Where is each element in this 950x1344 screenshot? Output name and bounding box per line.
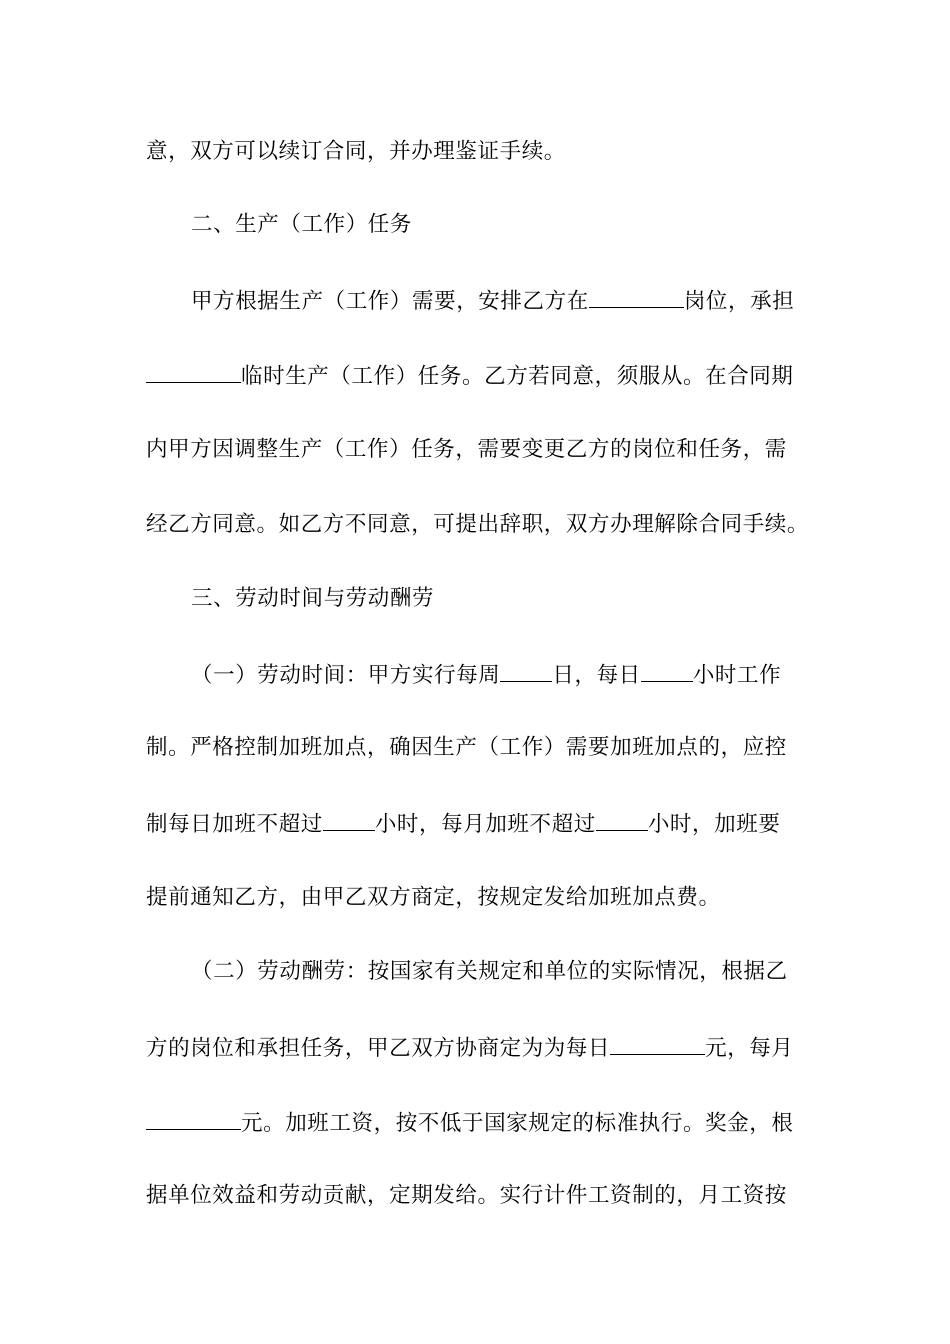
line-9-text: 制。严格控制加班加点，确因生产（工作）需要加班加点的，应控 [146, 735, 787, 760]
line-15-text: 据单位效益和劳动贡献，定期发给。实行计件工资制的，月工资按 [146, 1183, 787, 1208]
text-line-10 [146, 808, 816, 838]
text-line-9 [146, 733, 816, 763]
text-line-12 [191, 957, 861, 987]
blank-field-days-per-week [500, 659, 552, 682]
blank-field-hours-per-day [641, 659, 693, 682]
text-line-3 [191, 285, 861, 315]
text-line-8 [191, 659, 861, 689]
line-8-text-a: （一）劳动时间：甲方实行每周 [191, 663, 501, 688]
line-5-text: 内甲方因调整生产（工作）任务，需要变更乙方的岗位和任务，需 [146, 437, 787, 462]
text-line-15 [146, 1181, 816, 1211]
blank-field-overtime-daily [323, 808, 375, 831]
line-6-text: 经乙方同意。如乙方不同意，可提出辞职，双方办理解除合同手续。 [146, 512, 810, 537]
line-1-text: 意，双方可以续订合同，并办理鉴证手续。 [146, 139, 566, 164]
line-10-text-c: 小时，加班要 [647, 812, 781, 837]
line-11-text: 提前通知乙方，由甲乙双方商定，按规定发给加班加点费。 [146, 885, 721, 910]
blank-field-monthly-pay [146, 1107, 241, 1130]
section-heading-2 [191, 210, 861, 240]
line-12-text: （二）劳动酬劳：按国家有关规定和单位的实际情况，根据乙 [191, 959, 788, 984]
text-line-6 [146, 510, 816, 540]
line-3-text-b: 岗位，承担 [683, 289, 795, 314]
line-10-text-a: 制每日加班不超过 [146, 812, 323, 837]
line-13-text-b: 元，每月 [705, 1036, 794, 1061]
line-14-text: 元。加班工资，按不低于国家规定的标准执行。奖金，根 [241, 1111, 794, 1136]
line-8-text-b: 日，每日 [552, 663, 641, 688]
section-3-title: 三、劳动时间与劳动酬劳 [191, 586, 435, 611]
blank-field-position [589, 285, 684, 308]
text-line-5 [146, 435, 816, 465]
blank-field-daily-pay [610, 1032, 705, 1055]
blank-field-overtime-monthly [596, 808, 648, 831]
text-line-14 [146, 1107, 816, 1137]
line-8-text-c: 小时工作 [692, 663, 782, 688]
line-10-text-b: 小时，每月加班不超过 [374, 812, 596, 837]
text-line-11 [146, 883, 816, 913]
line-13-text-a: 方的岗位和承担任务，甲乙双方协商定为为每日 [146, 1036, 611, 1061]
text-line-13 [146, 1032, 816, 1062]
section-2-title: 二、生产（工作）任务 [191, 212, 413, 237]
line-4-text: 临时生产（工作）任务。乙方若同意，须服从。在合同期 [241, 364, 794, 389]
line-3-text-a: 甲方根据生产（工作）需要，安排乙方在 [191, 289, 589, 314]
text-line-4 [146, 360, 816, 390]
section-heading-3 [191, 584, 861, 614]
text-line-1 [146, 137, 816, 167]
blank-field-task [146, 360, 241, 383]
